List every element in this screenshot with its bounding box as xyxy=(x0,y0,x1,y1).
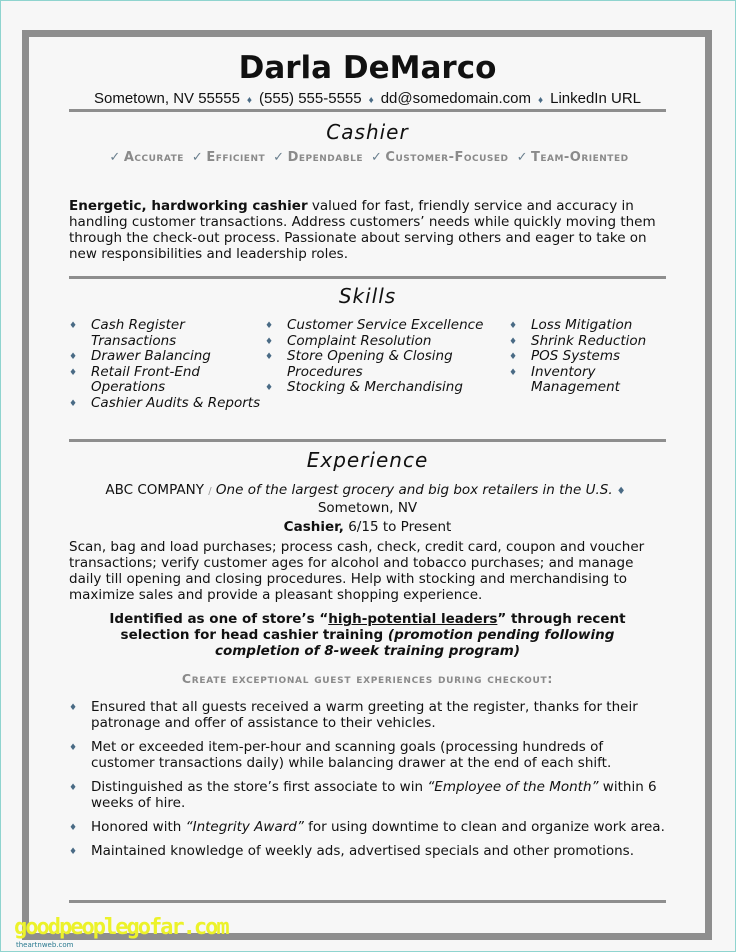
text: Honored with xyxy=(91,819,186,835)
summary-lead: Energetic, hardworking cashier xyxy=(69,198,308,214)
divider xyxy=(69,109,666,112)
skill-item: ♦ Loss Mitigation xyxy=(509,318,649,334)
skill-item: ♦ Cashier Audits & Reports xyxy=(69,396,265,412)
headline-title: Cashier xyxy=(326,120,409,144)
trait: Team-Oriented xyxy=(530,150,629,165)
skill-item: ♦ Drawer Balancing xyxy=(69,349,265,365)
award: “Integrity Award” xyxy=(185,819,304,835)
skill-item: ♦ POS Systems xyxy=(509,349,649,365)
achievement-item xyxy=(69,699,666,731)
separator: / xyxy=(208,486,212,497)
summary xyxy=(69,198,666,262)
summary-text: valued for fast, friendly service and accuracy in handling customer transactions. Address customers’ needs while quickly moving them through the check-out process. Passionate about serving others and eager to take on new responsibilities and leadership roles. xyxy=(69,198,656,262)
skills-column xyxy=(69,318,265,411)
skill-item: ♦ Inventory Management xyxy=(509,365,649,396)
watermark-small: theartnweb.com xyxy=(16,941,74,949)
skill-item: ♦ Cash Register Transactions xyxy=(69,318,265,349)
achievement-item xyxy=(69,819,666,835)
experience-title: Experience xyxy=(306,448,429,472)
skill-item: ♦ Store Opening & Closing Procedures xyxy=(265,349,509,380)
skill-item: ♦ Customer Service Excellence xyxy=(265,318,509,334)
role: Cashier, xyxy=(283,519,344,535)
highlight-text: Identified as one of store’s “ xyxy=(109,611,329,627)
highlight-underlined: high-potential leaders xyxy=(328,611,498,627)
trait: Efficient xyxy=(206,150,266,165)
check-icon: ✓ xyxy=(109,150,121,165)
company-line xyxy=(69,482,666,500)
award: “Employee of the Month” xyxy=(427,779,599,795)
diamond-icon: ♦ xyxy=(616,486,626,497)
skills-column xyxy=(265,318,509,411)
achievement-item xyxy=(69,843,666,859)
candidate-name: Darla DeMarco xyxy=(238,50,497,86)
text: Ensured that all guests received a warm greeting at the register, thanks for their patronage and offer of assistance to their vehicles. xyxy=(91,699,638,731)
text: Maintained knowledge of weekly ads, advertised specials and other promotions. xyxy=(91,843,634,859)
skills-title: Skills xyxy=(338,284,397,308)
check-icon: ✓ xyxy=(516,150,528,165)
watermark: goodpeoplegofar.com xyxy=(14,915,228,940)
skills-column xyxy=(509,318,649,411)
text: Distinguished as the store’s first associate to win xyxy=(91,779,428,795)
contact-line xyxy=(69,90,666,107)
divider xyxy=(69,439,666,442)
skill-item: ♦ Retail Front-End Operations xyxy=(69,365,265,396)
trait: Accurate xyxy=(123,150,184,165)
highlight xyxy=(95,611,640,659)
achievements-subhead: Create exceptional guest experiences during checkout: xyxy=(181,671,554,686)
experience-section xyxy=(69,482,666,867)
diamond-icon: ♦ xyxy=(538,95,544,106)
divider xyxy=(69,900,666,903)
skill-item: ♦ Stocking & Merchandising xyxy=(265,380,509,396)
traits xyxy=(69,149,666,167)
skill-item: ♦ Shrink Reduction xyxy=(509,334,649,350)
dates: 6/15 to Present xyxy=(348,519,452,535)
text: within 6 weeks of hire. xyxy=(91,779,657,811)
check-icon: ✓ xyxy=(191,150,204,165)
achievement-list xyxy=(69,699,666,859)
skills-list xyxy=(69,318,666,411)
skill-item: ♦ Complaint Resolution xyxy=(265,334,509,350)
divider xyxy=(69,276,666,279)
highlight-text: ” through recent selection for head cashier training xyxy=(120,611,626,643)
achievement-item xyxy=(69,739,666,771)
job-description: Scan, bag and load purchases; process cash, check, credit card, coupon and voucher transactions; verify customer ages for alcohol and tobacco purchases; and manage daily till opening and closing procedures. Help with stocking and merchandising to maximize sales and provide a pleasant shopping experience. xyxy=(69,539,645,603)
diamond-icon: ♦ xyxy=(246,95,253,106)
check-icon: ✓ xyxy=(371,150,383,165)
email[interactable]: dd@somedomain.com xyxy=(380,90,531,107)
trait: Customer-Focused xyxy=(385,150,509,165)
location: Sometown, NV 55555 xyxy=(93,90,240,107)
achievement-item xyxy=(69,779,666,811)
phone: (555) 555-5555 xyxy=(259,90,362,107)
role-line xyxy=(69,519,666,535)
company-location: Sometown, NV xyxy=(317,500,418,516)
check-icon: ✓ xyxy=(273,150,285,165)
diamond-icon: ♦ xyxy=(368,95,374,106)
company-description: One of the largest grocery and big box retailers in the U.S. xyxy=(215,482,613,498)
text: Met or exceeded item-per-hour and scanning goals (processing hundreds of customer transactions daily) while balancing drawer at the end of each shift. xyxy=(91,739,612,771)
text: for using downtime to clean and organize work area. xyxy=(303,819,665,835)
trait: Dependable xyxy=(287,150,363,165)
highlight-italic: (promotion pending following completion of 8-week training program) xyxy=(214,627,615,659)
linkedin[interactable]: LinkedIn URL xyxy=(550,90,641,107)
company-name: ABC COMPANY xyxy=(105,482,204,498)
